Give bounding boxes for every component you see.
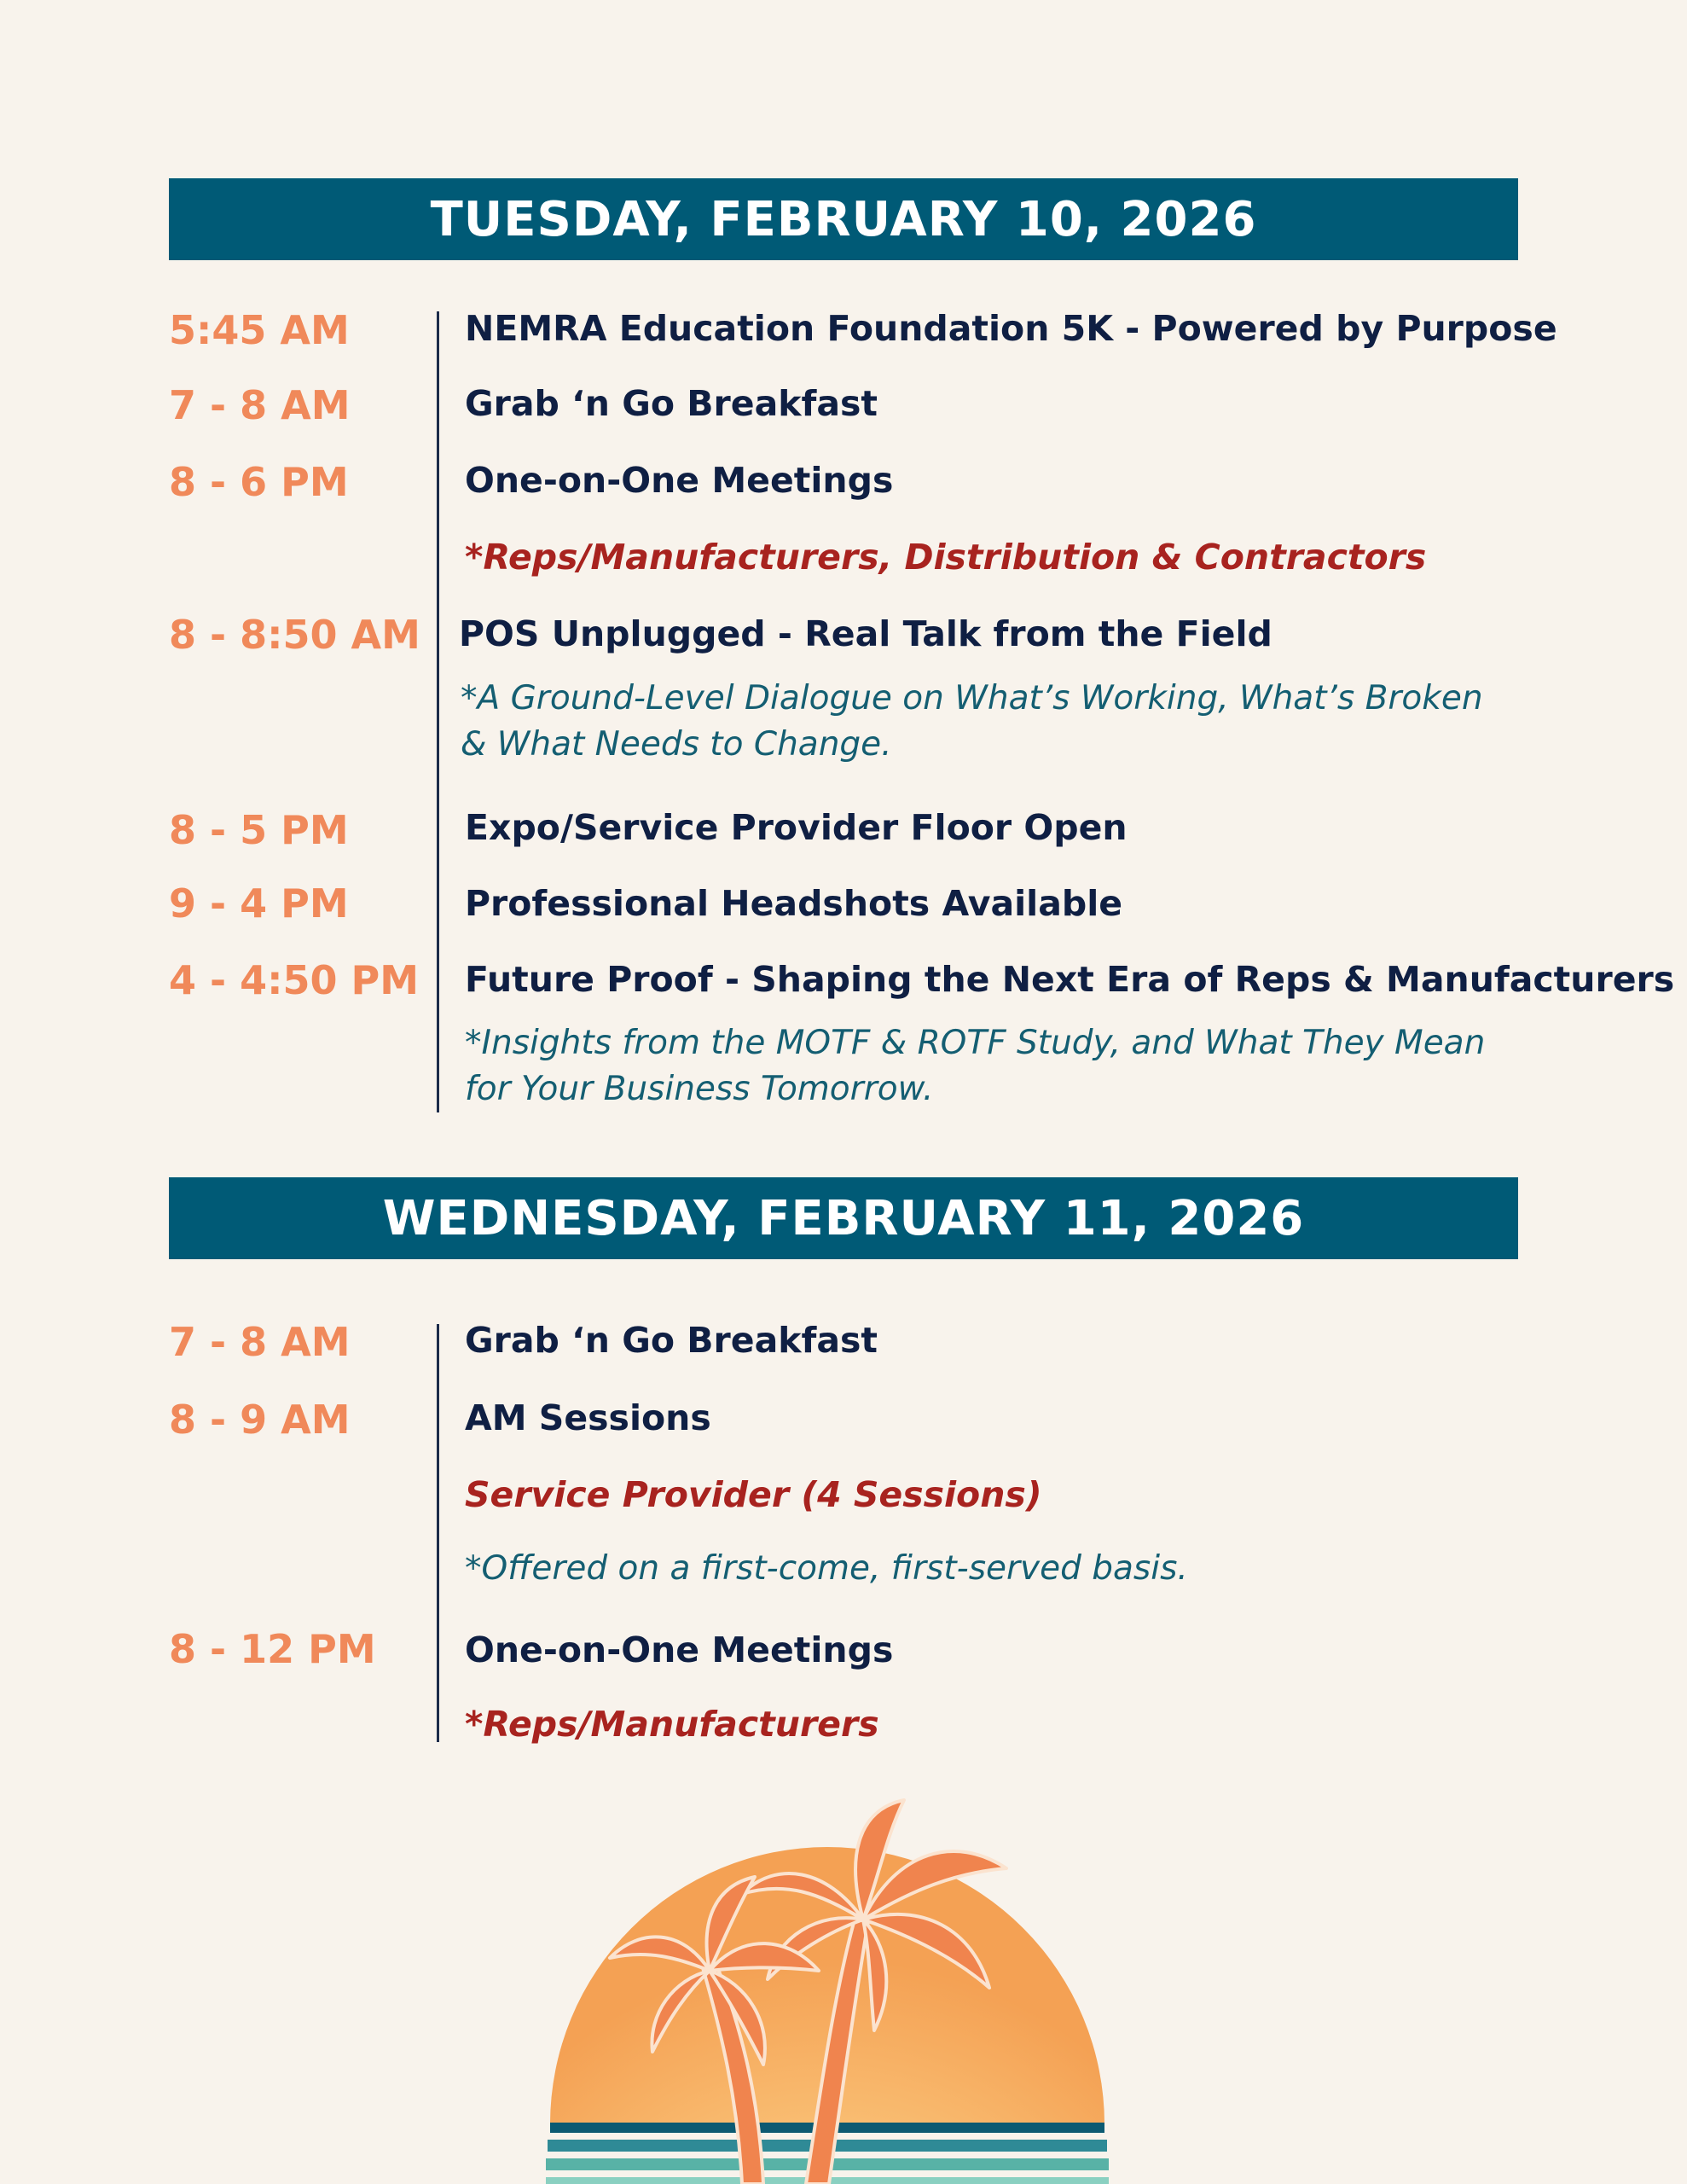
entry-time: 4 - 4:50 PM [169, 957, 420, 1003]
entry-note: *Offered on a first-come, first-served basis. [465, 1549, 1188, 1588]
entry-time: 8 - 5 PM [169, 807, 349, 853]
entry-time: 9 - 4 PM [169, 880, 349, 926]
entry-time: 8 - 6 PM [169, 459, 349, 505]
entry-title: Professional Headshots Available [465, 883, 1123, 924]
entry-note-line: & What Needs to Change. [461, 725, 892, 764]
entry-title: Future Proof - Shaping the Next Era of Reps & Manufacturers [465, 959, 1675, 1000]
day-heading-wednesday: WEDNESDAY, FEBRUARY 11, 2026 [169, 1177, 1518, 1259]
entry-title: One-on-One Meetings [465, 460, 894, 501]
entry-title: Grab ‘n Go Breakfast [465, 1320, 878, 1361]
entry-note-line: *Insights from the MOTF & ROTF Study, and What They Mean [465, 1024, 1486, 1062]
entry-note: *Reps/Manufacturers [465, 1704, 879, 1745]
entry-time: 5:45 AM [169, 307, 350, 353]
timeline-divider [437, 1324, 439, 1742]
entry-time: 7 - 8 AM [169, 1319, 351, 1365]
entry-subtitle: Service Provider (4 Sessions) [465, 1474, 1042, 1515]
entry-note-line: for Your Business Tomorrow. [465, 1070, 934, 1108]
entry-time: 8 - 8:50 AM [169, 612, 420, 658]
entry-title: Expo/Service Provider Floor Open [465, 807, 1128, 848]
entry-title: AM Sessions [465, 1397, 711, 1438]
entry-note-line: *A Ground-Level Dialogue on What’s Working, What’s Broken [461, 679, 1483, 717]
entry-time: 7 - 8 AM [169, 382, 351, 428]
day-heading-tuesday: TUESDAY, FEBRUARY 10, 2026 [169, 178, 1518, 260]
timeline-divider [437, 311, 439, 1112]
entry-title: Grab ‘n Go Breakfast [465, 383, 878, 424]
entry-note: *Reps/Manufacturers, Distribution & Contractors [465, 537, 1427, 578]
palm-trees-sunset-icon [529, 1792, 1143, 2184]
entry-title: One-on-One Meetings [465, 1629, 894, 1670]
entry-title: POS Unplugged - Real Talk from the Field [459, 613, 1272, 654]
entry-time: 8 - 9 AM [169, 1397, 351, 1443]
entry-title: NEMRA Education Foundation 5K - Powered by Purpose [465, 308, 1557, 349]
entry-time: 8 - 12 PM [169, 1626, 376, 1672]
